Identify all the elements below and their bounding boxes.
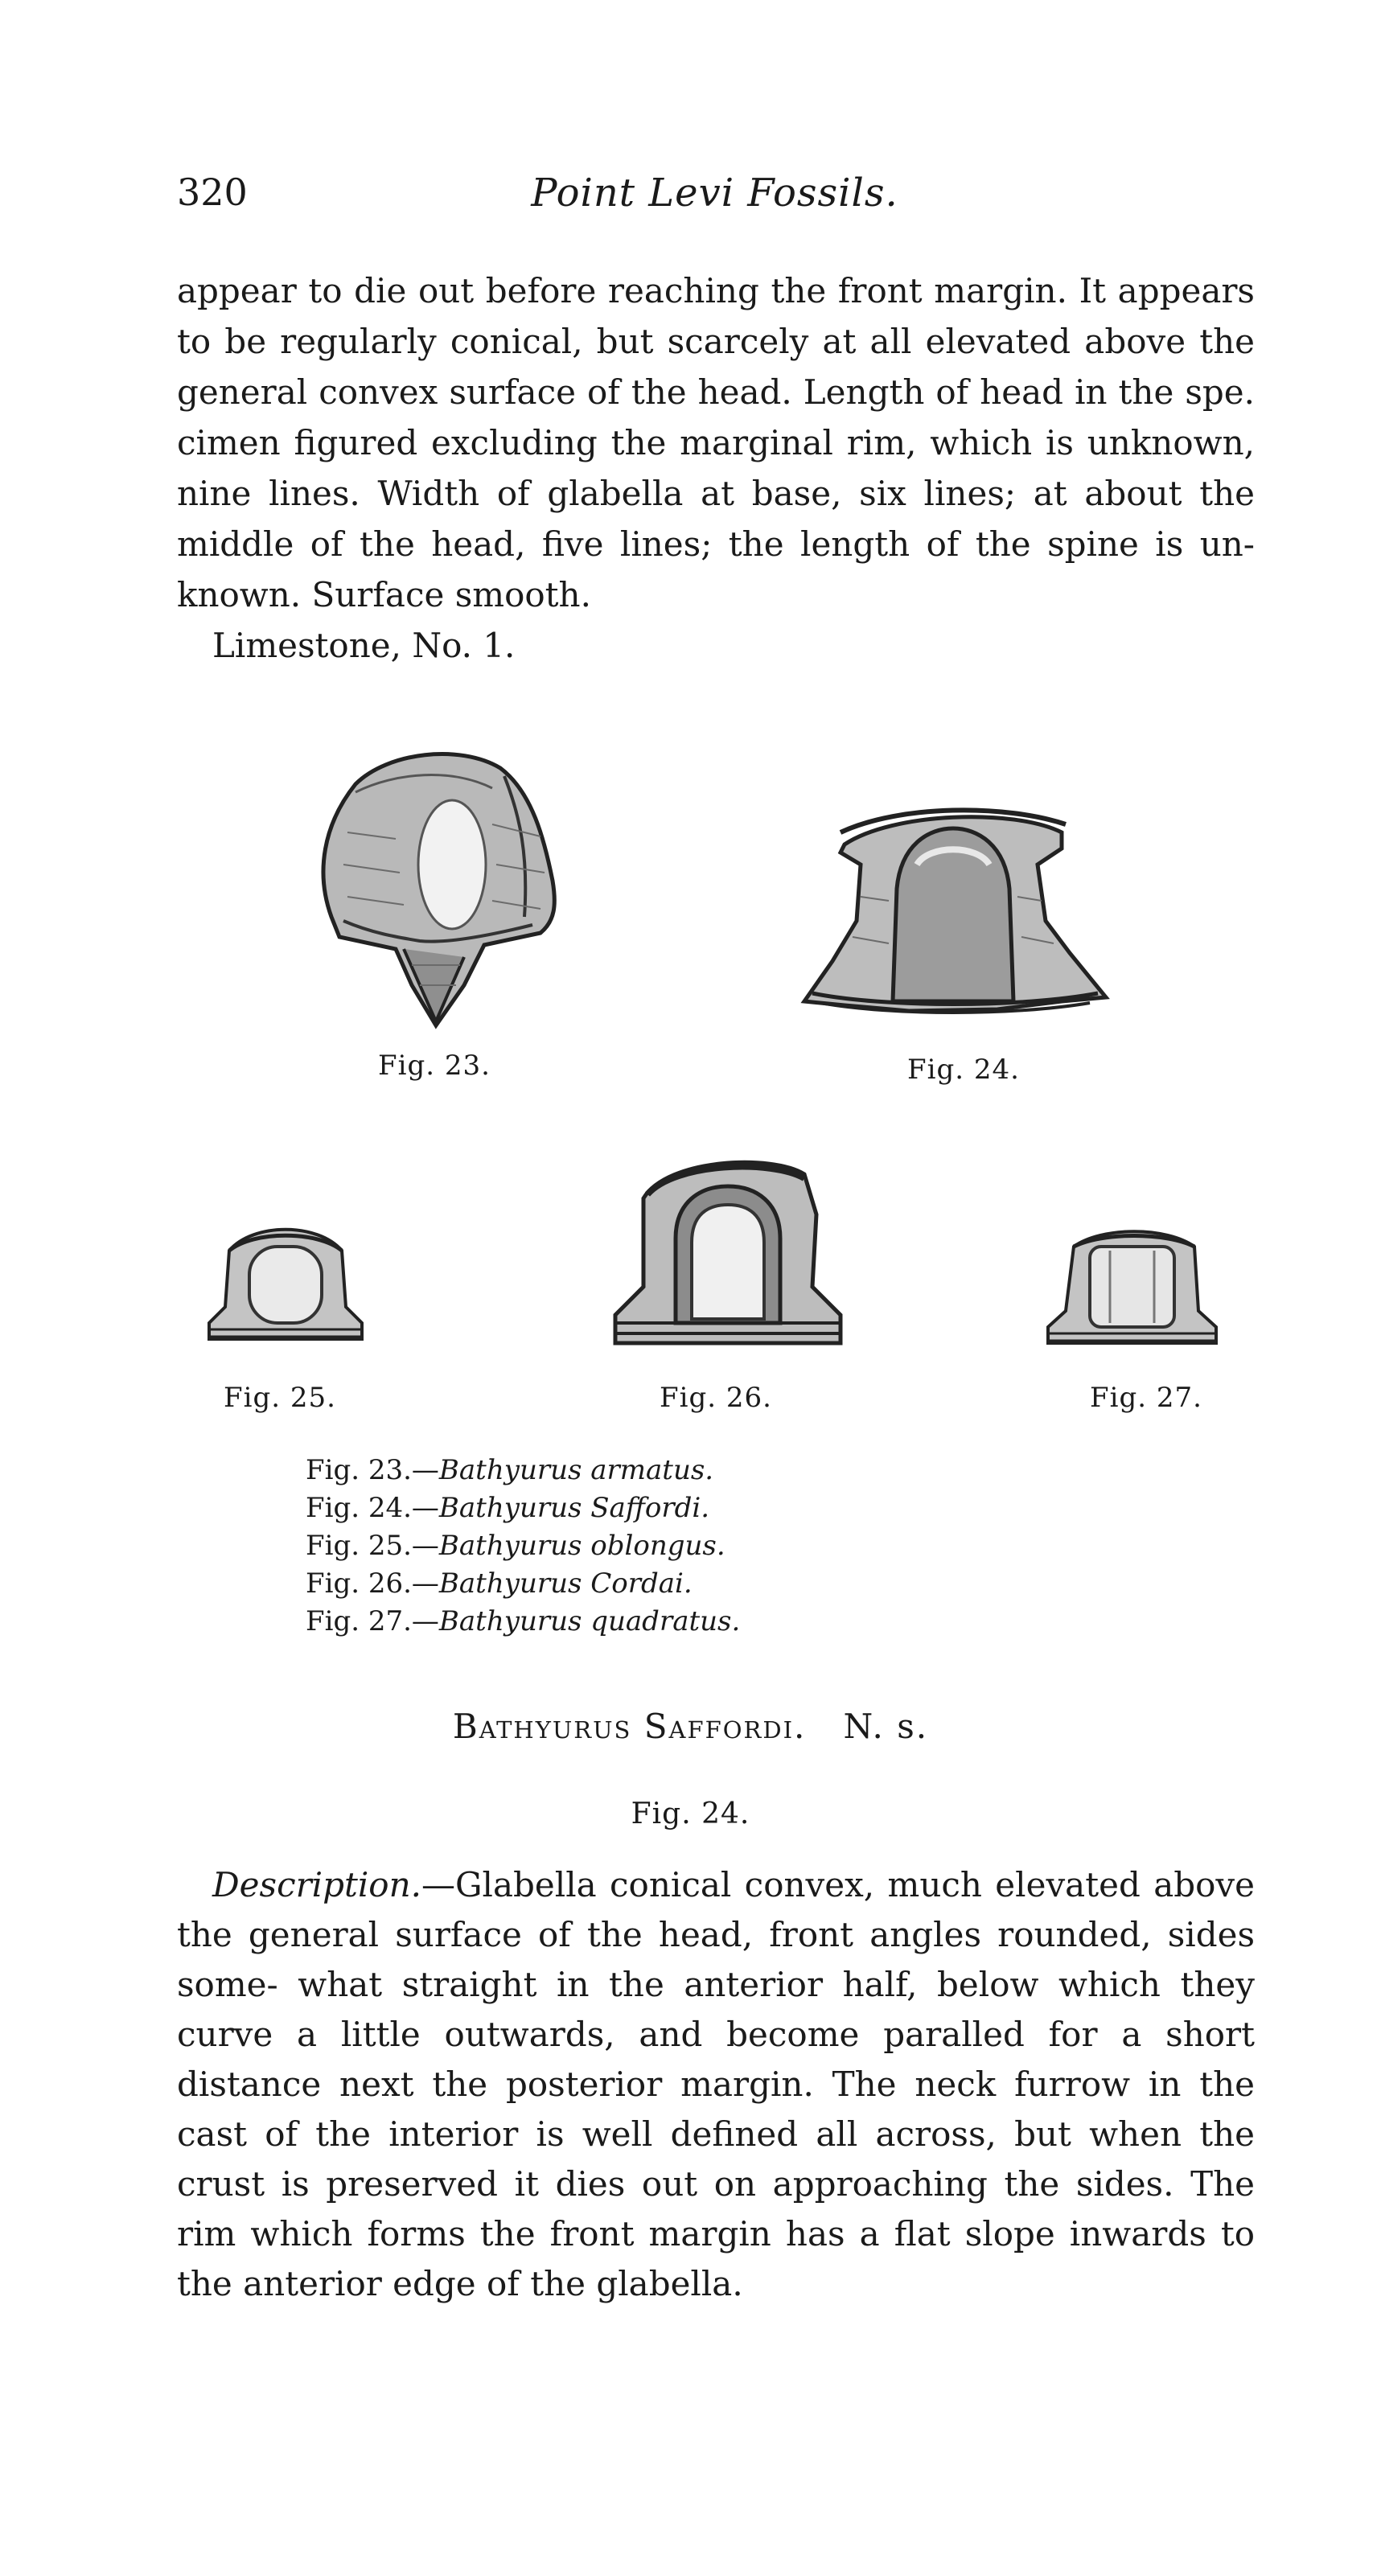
locality-line: Limestone, No. 1. bbox=[212, 626, 516, 665]
caption-fig-26: Fig. 26.—Bathyurus Cordai. bbox=[306, 1567, 693, 1600]
fig-24-illustration bbox=[796, 800, 1110, 1033]
figure-captions bbox=[306, 1452, 740, 1641]
species-status: N. s. bbox=[843, 1707, 929, 1746]
caption-fig-24: Fig. 24.—Bathyurus Saffordi. bbox=[306, 1492, 710, 1524]
fig-23-label: Fig. 23. bbox=[378, 1050, 491, 1082]
caption-fig-27: Fig. 27.—Bathyurus quadratus. bbox=[306, 1605, 741, 1637]
caption-fig-23: Fig. 23.—Bathyurus armatus. bbox=[306, 1454, 714, 1486]
page-number: 320 bbox=[177, 171, 248, 214]
species-heading bbox=[0, 1707, 1381, 1746]
species-name: Bathyurus Saffordi. bbox=[452, 1707, 807, 1746]
fig-24-label: Fig. 24. bbox=[907, 1054, 1020, 1086]
running-title: Point Levi Fossils. bbox=[531, 171, 898, 216]
description-text: —Glabella conical convex, much elevated above the general surface of the head, front angles rounded, sides some- what straight in the anterior half, below which they curve a little outwards, and become paralled for a short distance next the posterior margin. The neck furrow in the cast of the interior is well defined all across, but when the crust is preserved it dies out on approaching the sides. The rim which forms the front margin has a flat slope inwards to the anterior edge of the glabella. bbox=[177, 1865, 1255, 2303]
caption-fig-25: Fig. 25.—Bathyurus oblongus. bbox=[306, 1530, 725, 1562]
fig-27-label: Fig. 27. bbox=[1090, 1382, 1202, 1414]
fig-25-illustration bbox=[205, 1218, 366, 1347]
description-paragraph bbox=[177, 1860, 1255, 2309]
page-header bbox=[177, 171, 1252, 227]
description-lead: Description. bbox=[212, 1865, 421, 1904]
intro-paragraph-text: appear to die out before reaching the front margin. It appears to be regularly conical, but scarcely at all elevated above the general convex surface of the head. Length of head in the spe. cimen figured excluding the marginal rim, which is unknown, nine lines. Width of glabella at base, six lines; at about the middle of the head, five lines; the length of the spine is un- known. Surface smooth. bbox=[177, 271, 1255, 614]
fig-26-label: Fig. 26. bbox=[660, 1382, 772, 1414]
sub-figure-reference: Fig. 24. bbox=[631, 1797, 750, 1830]
fig-26-illustration bbox=[611, 1150, 845, 1351]
fig-23-illustration bbox=[299, 744, 565, 1041]
fig-25-label: Fig. 25. bbox=[224, 1382, 336, 1414]
intro-paragraph bbox=[177, 265, 1255, 671]
fig-27-illustration bbox=[1046, 1222, 1219, 1351]
